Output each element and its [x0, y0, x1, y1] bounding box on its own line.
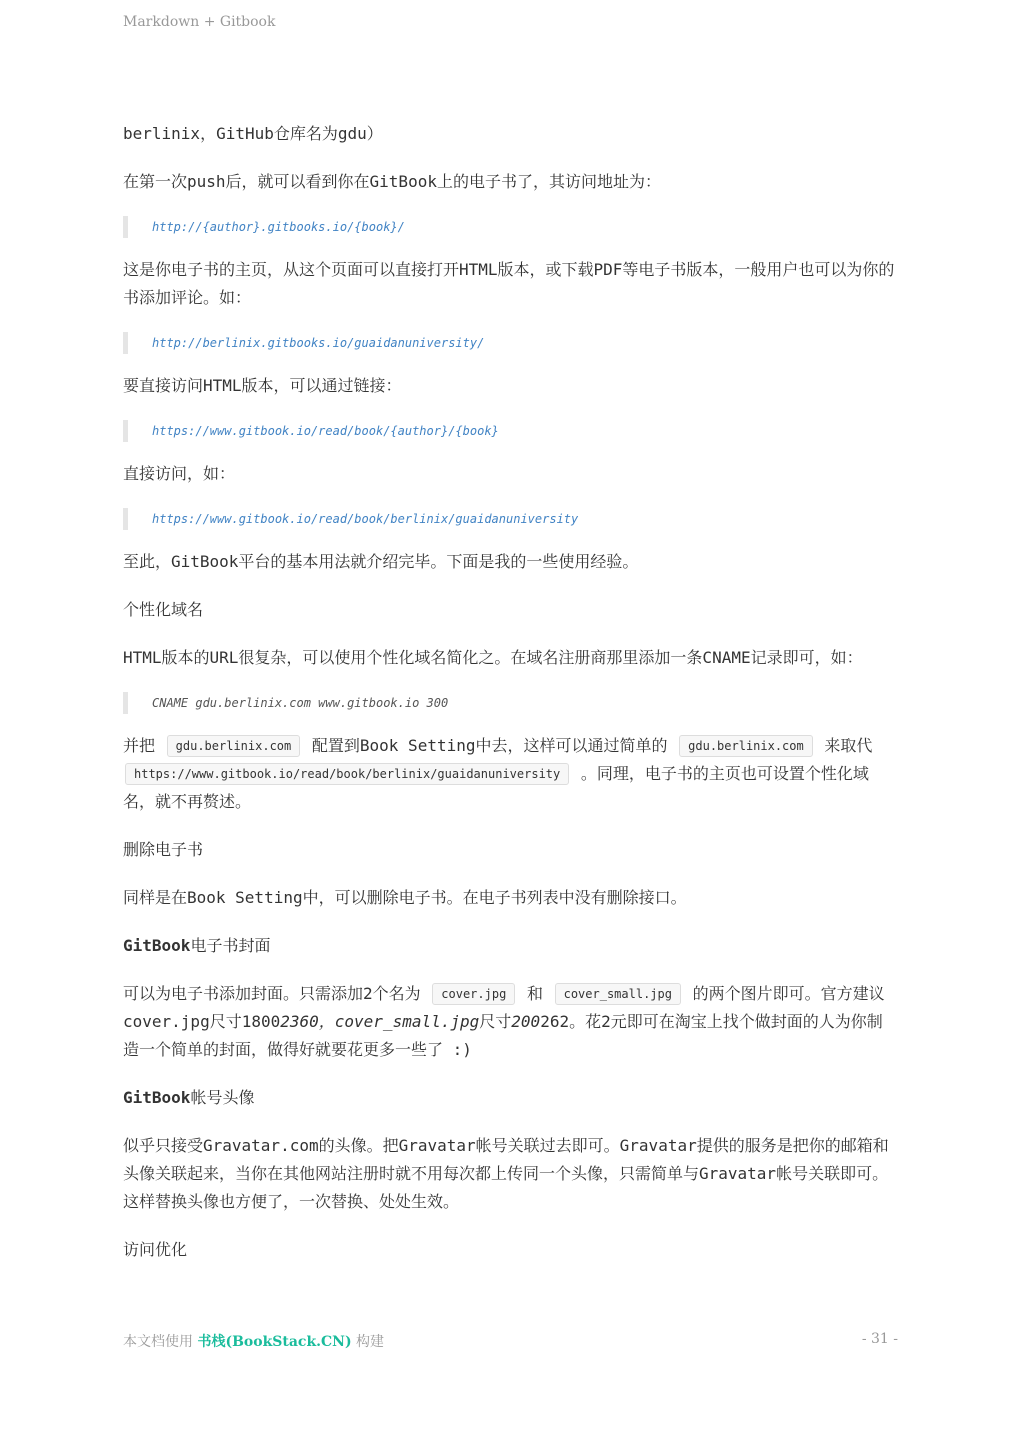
- section-heading: 个性化域名: [123, 600, 204, 619]
- footer-brand-link[interactable]: 书栈(BookStack.CN): [197, 1334, 352, 1350]
- inline-code: cover.jpg: [432, 983, 515, 1005]
- section-heading: [123, 932, 898, 960]
- text: 的两个图片即可。官方建议cover.jpg尺寸1800: [123, 984, 885, 1031]
- page-header: Markdown + Gitbook: [123, 14, 276, 30]
- inline-code: gdu.berlinix.com: [679, 735, 813, 757]
- url-link[interactable]: http://{author}.gitbooks.io/{book}/: [152, 220, 405, 234]
- paragraph: HTML版本的URL很复杂，可以使用个性化域名简化之。在域名注册商那里添加一条CNAME记录即可，如：: [123, 648, 863, 667]
- blockquote: [123, 692, 898, 714]
- text: 和: [526, 984, 543, 1003]
- cname-record: CNAME gdu.berlinix.com www.gitbook.io 300: [152, 696, 449, 710]
- inline-code: https://www.gitbook.io/read/book/berlinix/guaidanuniversity: [125, 763, 569, 785]
- text: 并把: [123, 736, 156, 755]
- blockquote: [123, 508, 898, 530]
- document-body: [123, 120, 898, 1284]
- text: 262。花2元即可在淘宝上找个做封面的人为你制造一个简单的封面，做得好就要花更多一些了 :): [123, 1012, 883, 1059]
- url-link[interactable]: https://www.gitbook.io/read/book/berlinix/guaidanuniversity: [152, 512, 579, 526]
- paragraph: 这是你电子书的主页，从这个页面可以直接打开HTML版本，或下载PDF等电子书版本，一般用户也可以为你的书添加评论。如：: [123, 260, 895, 307]
- paragraph: 在第一次push后，就可以看到你在GitBook上的电子书了，其访问地址为：: [123, 172, 661, 191]
- inline-code: gdu.berlinix.com: [167, 735, 301, 757]
- italic-text: 2360，cover_small.jpg: [280, 1012, 480, 1031]
- url-link[interactable]: http://berlinix.gitbooks.io/guaidanuniversity/: [152, 336, 485, 350]
- blockquote: [123, 332, 898, 354]
- page-footer: [123, 1331, 898, 1351]
- text: 可以为电子书添加封面。只需添加2个名为: [123, 984, 421, 1003]
- page-number: - 31 -: [861, 1331, 898, 1347]
- paragraph: 直接访问，如：: [123, 464, 236, 483]
- text: 配置到Book Setting中去，这样可以通过简单的: [311, 736, 668, 755]
- section-heading: 访问优化: [123, 1240, 188, 1259]
- footer-prefix: 本文档使用: [123, 1334, 198, 1350]
- section-heading: 删除电子书: [123, 840, 204, 859]
- heading-bold: GitBook: [123, 936, 191, 955]
- heading-rest: 帐号头像: [190, 1088, 255, 1107]
- blockquote: [123, 216, 898, 238]
- inline-code: cover_small.jpg: [555, 983, 681, 1005]
- paragraph: berlinix，GitHub仓库名为gdu）: [123, 124, 383, 143]
- heading-rest: 电子书封面: [190, 936, 271, 955]
- section-heading: [123, 1084, 898, 1112]
- paragraph: [123, 980, 898, 1064]
- paragraph: [123, 732, 898, 816]
- paragraph: 至此，GitBook平台的基本用法就介绍完毕。下面是我的一些使用经验。: [123, 552, 639, 571]
- paragraph: 似乎只接受Gravatar.com的头像。把Gravatar帐号关联过去即可。Gravatar提供的服务是把你的邮箱和头像关联起来，当你在其他网站注册时就不用每次都上传同一个头像，只需简单与Gravatar帐号关联即可。这样替换头像也方便了，一次替换、处处生效。: [123, 1136, 889, 1211]
- italic-text: 200: [511, 1012, 541, 1031]
- text: 来取代: [824, 736, 873, 755]
- paragraph: 同样是在Book Setting中，可以删除电子书。在电子书列表中没有删除接口。: [123, 888, 687, 907]
- blockquote: [123, 420, 898, 442]
- text: 。同理，电子书的主页也可设置个性化域名，就不再赘述。: [123, 764, 869, 811]
- url-link[interactable]: https://www.gitbook.io/read/book/{author}/{book}: [152, 424, 499, 438]
- heading-bold: GitBook: [123, 1088, 191, 1107]
- text: 尺寸: [479, 1012, 512, 1031]
- paragraph: 要直接访问HTML版本，可以通过链接：: [123, 376, 402, 395]
- footer-suffix: 构建: [351, 1334, 385, 1350]
